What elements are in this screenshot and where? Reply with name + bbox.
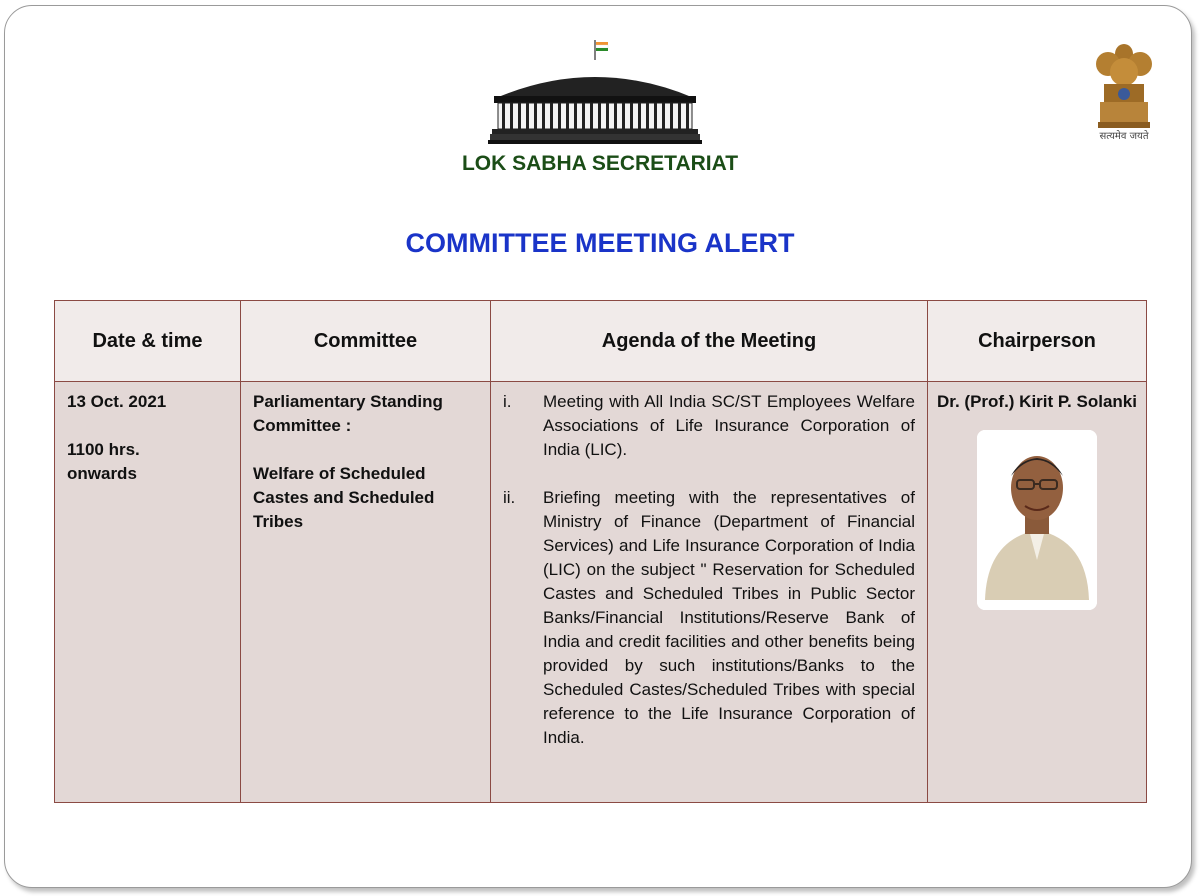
header-chairperson: Chairperson <box>928 301 1147 382</box>
meeting-time-line2: onwards <box>67 464 137 483</box>
chairperson-cell <box>928 382 1147 803</box>
committee-cell <box>241 382 491 803</box>
header-date-time: Date & time <box>55 301 241 382</box>
emblem-motto: सत्यमेव जयते <box>1099 131 1149 142</box>
parliament-building-logo <box>488 38 702 168</box>
chairperson-photo <box>977 430 1097 610</box>
committee-type: Parliamentary Standing Committee : <box>253 392 443 435</box>
header-committee: Committee <box>241 301 491 382</box>
header-agenda: Agenda of the Meeting <box>491 301 928 382</box>
table-header-row <box>55 301 1147 382</box>
meeting-table <box>54 300 1147 803</box>
agenda-item-number: ii. <box>503 488 516 507</box>
agenda-item-number: i. <box>503 392 512 411</box>
chairperson-portrait-icon <box>977 430 1097 610</box>
agenda-item-text: Meeting with All India SC/ST Employees Welfare Associations of Life Insurance Corporation of India (LIC). <box>543 392 915 459</box>
meeting-time-line1: 1100 hrs. <box>67 440 140 459</box>
agenda-cell <box>491 382 928 803</box>
meeting-date: 13 Oct. 2021 <box>67 392 167 411</box>
agenda-item <box>501 390 915 462</box>
committee-name: Welfare of Scheduled Castes and Scheduled Tribes <box>253 464 435 531</box>
alert-title: COMMITTEE MEETING ALERT <box>405 228 795 258</box>
org-name: LOK SABHA SECRETARIAT <box>461 152 739 175</box>
chairperson-name: Dr. (Prof.) Kirit P. Solanki <box>937 392 1137 411</box>
agenda-item-text: Briefing meeting with the representatives of Ministry of Finance (Department of Financial Services) and Life Insurance Corporation of India (LIC) on the subject " Reservation for Scheduled Castes and Scheduled Tribes in Public Sector Banks/Financial Institutions/Reserve Bank of India and credit facilities and other benefits being provided by such institutions/Banks to the Scheduled Castes/Scheduled Tribes with special reference to the Life Insurance Corporation of India. <box>543 488 915 747</box>
agenda-item <box>501 486 915 750</box>
table-row <box>55 382 1147 803</box>
date-time-cell <box>55 382 241 803</box>
